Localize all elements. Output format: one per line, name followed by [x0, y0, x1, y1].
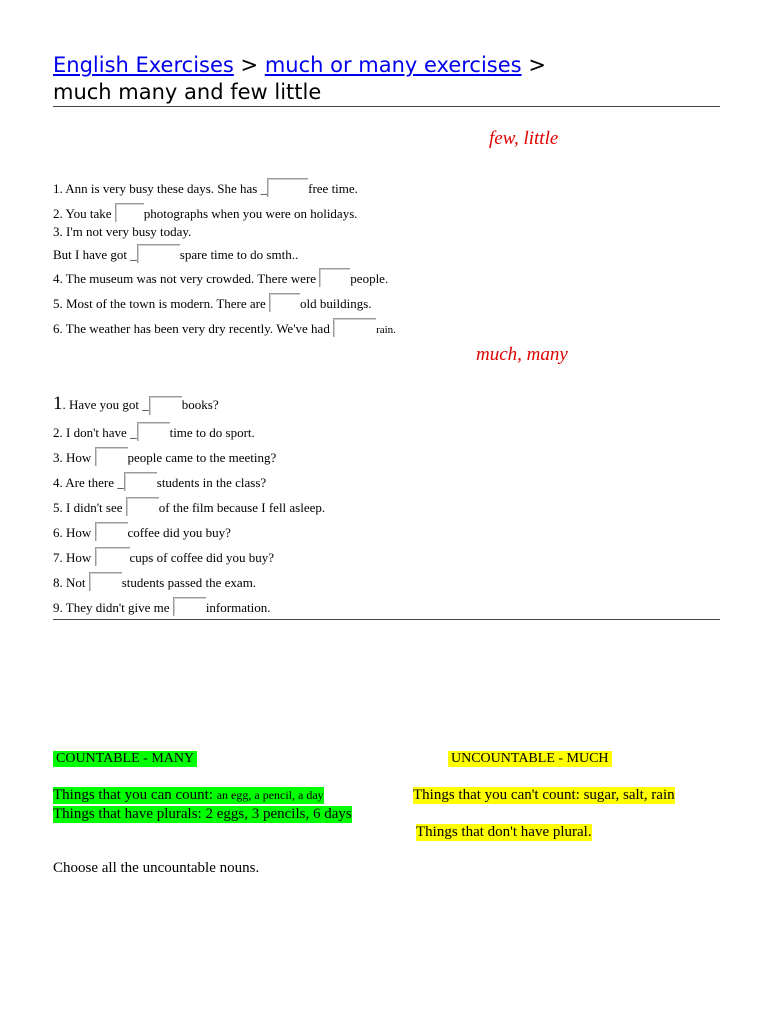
uncountable-label: UNCOUNTABLE - MUCH: [448, 751, 612, 767]
section-divider: [53, 619, 720, 620]
exercise-text: 3. How: [53, 450, 95, 465]
exercise-text: 7. How: [53, 550, 95, 565]
answer-field[interactable]: [95, 547, 130, 566]
exercise-text: students in the class?: [156, 475, 267, 490]
page-title: much many and few little: [53, 80, 322, 104]
exercise-text: free time.: [308, 181, 358, 196]
answer-field[interactable]: [173, 597, 206, 616]
exercise-item: [53, 472, 266, 491]
exercise-text: But I have got _: [53, 247, 137, 262]
exercise-item: [53, 547, 274, 566]
exercise-item: [53, 224, 191, 240]
exercise-text: information.: [205, 600, 271, 615]
exercise-text: 3. I'm not very busy today.: [53, 224, 192, 239]
instruction-text: Choose all the uncountable nouns.: [53, 860, 260, 876]
exercise-number: 1: [53, 393, 63, 414]
exercise-item: [53, 393, 219, 415]
exercise-item: [53, 597, 270, 616]
countable-examples: an egg, a pencil, a day: [216, 788, 324, 802]
exercise-text: 8. Not: [53, 575, 89, 590]
exercise-item: [53, 293, 372, 312]
breadcrumb-link-much-many[interactable]: much or many exercises: [264, 53, 522, 77]
exercise-item: [53, 268, 388, 287]
breadcrumb-separator: >: [528, 53, 546, 77]
exercise-item: [53, 497, 325, 516]
exercise-text: 6. The weather has been very dry recently. We've had: [53, 321, 334, 336]
exercise-text: . Have you got _: [62, 397, 149, 412]
exercise-text: 1. Ann is very busy these days. She has _: [53, 181, 268, 196]
uncountable-line-2: Things that don't have plural.: [416, 824, 592, 840]
exercise-text: 4. The museum was not very crowded. There were: [53, 271, 320, 286]
exercise-item: [53, 318, 396, 337]
exercise-text: 5. I didn't see: [53, 500, 126, 515]
exercise-text: 4. Are there _: [53, 475, 124, 490]
answer-field[interactable]: [137, 244, 180, 263]
title-divider: [53, 106, 720, 107]
answer-field[interactable]: [333, 318, 376, 337]
countable-line-1: [53, 787, 324, 804]
section-heading-much-many: much, many: [476, 344, 568, 365]
uncountable-line-1: Things that you can't count: sugar, salt, rain: [413, 787, 675, 803]
exercise-item: [53, 178, 358, 197]
exercise-text: photographs when you were on holidays.: [143, 206, 358, 221]
breadcrumb-link-english-exercises[interactable]: English Exercises: [53, 53, 234, 77]
breadcrumb: [53, 52, 721, 106]
answer-field[interactable]: [267, 178, 308, 197]
exercise-text: of the film because I fell asleep.: [158, 500, 326, 515]
exercise-text: 2. I don't have _: [53, 425, 137, 440]
answer-field[interactable]: [115, 203, 144, 222]
countable-text: Things that you can count:: [53, 787, 217, 803]
exercise-text: 6. How: [53, 525, 95, 540]
answer-field[interactable]: [126, 497, 159, 516]
answer-field[interactable]: [95, 522, 128, 541]
exercise-item: [53, 203, 358, 222]
breadcrumb-separator: >: [240, 53, 259, 77]
exercise-text: books?: [181, 397, 219, 412]
exercise-text: 9. They didn't give me: [53, 600, 173, 615]
exercise-text: rain.: [376, 324, 396, 336]
exercise-text: cups of coffee did you buy?: [129, 550, 275, 565]
exercise-text: old buildings.: [300, 296, 372, 311]
exercise-item: [53, 522, 231, 541]
exercise-text: students passed the exam.: [121, 575, 257, 590]
countable-line-2: Things that have plurals: 2 eggs, 3 pencils, 6 days: [53, 806, 352, 822]
exercise-text: 2. You take: [53, 206, 115, 221]
exercise-text: spare time to do smth..: [179, 247, 299, 262]
countable-label: COUNTABLE - MANY: [53, 751, 197, 767]
answer-field[interactable]: [269, 293, 300, 312]
section-heading-few-little: few, little: [489, 128, 559, 149]
exercise-item: [53, 572, 256, 591]
answer-field[interactable]: [95, 447, 128, 466]
exercise-text: people came to the meeting?: [127, 450, 277, 465]
exercise-text: coffee did you buy?: [127, 525, 231, 540]
exercise-item: [53, 244, 298, 263]
answer-field[interactable]: [137, 422, 170, 441]
answer-field[interactable]: [149, 396, 182, 415]
answer-field[interactable]: [319, 268, 350, 287]
exercise-item: [53, 422, 255, 441]
exercise-item: [53, 447, 276, 466]
answer-field[interactable]: [124, 472, 157, 491]
exercise-text: time to do sport.: [169, 425, 255, 440]
exercise-text: people.: [350, 271, 389, 286]
exercise-text: 5. Most of the town is modern. There are: [53, 296, 270, 311]
answer-field[interactable]: [89, 572, 122, 591]
